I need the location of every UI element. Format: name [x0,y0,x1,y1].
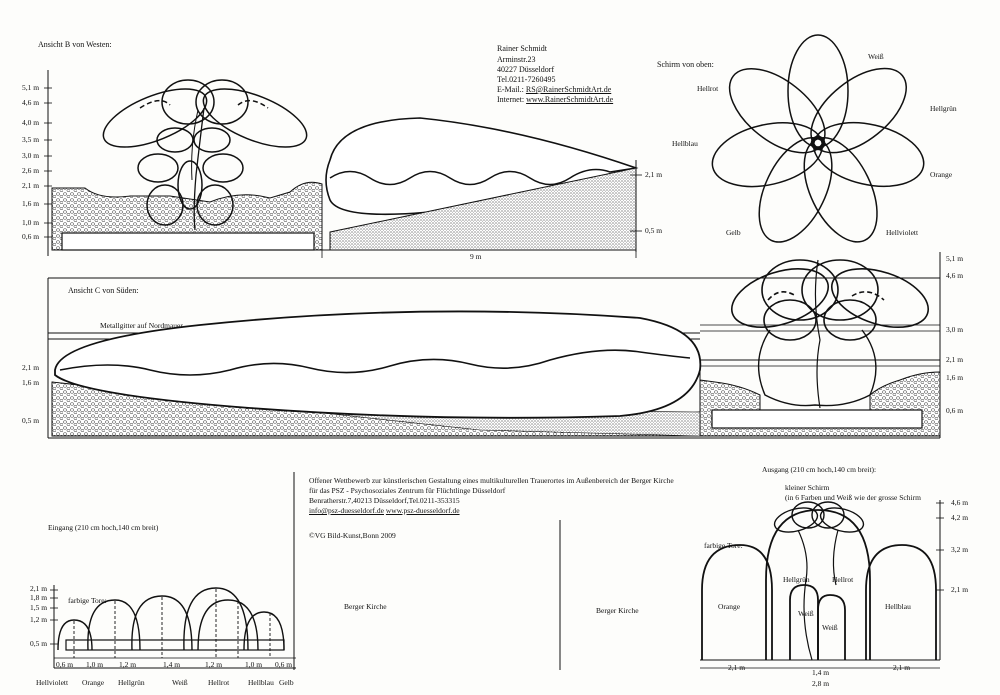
fence-label: Metallgitter auf Nordmauer [100,321,183,330]
west-right-height: 0,5 m [645,226,663,235]
entrance-height: 1,5 m [30,603,48,612]
view-west-title: Ansicht B von Westen: [38,40,112,49]
entrance-color: Hellgrün [118,678,145,687]
west-length-label: 9 m [470,252,482,261]
west-height-label: 4,6 m [22,98,40,107]
entrance-gates-label: farbige Tore: [68,596,107,605]
west-height-label: 5,1 m [22,83,40,92]
west-right-height: 2,1 m [645,170,663,179]
exit-title: Ausgang (210 cm hoch,140 cm breit): [762,465,877,474]
contact-email-label: E-Mail.: [497,85,524,94]
exit-height: 2,1 m [951,585,969,594]
contact-tel: Tel.0211-7260495 [497,75,556,84]
entrance-church-label: Berger Kirche [344,602,387,611]
competition-line: Offener Wettbewerb zur künstlerischen Gestaltung eines multikulturellen Trauerortes im Außenbereich der Berger Kirche [309,476,674,485]
color-label: Hellviolett [886,228,919,237]
color-label: Hellgrün [930,104,957,113]
color-label: Hellrot [697,84,719,93]
west-height-label: 1,0 m [22,218,40,227]
entrance-color: Hellviolett [36,678,69,687]
exit-color: Orange [718,602,741,611]
south-right-height: 2,1 m [946,355,964,364]
exit-color: Weiß [822,623,838,632]
top-view-umbrella [706,35,930,253]
west-height-label: 0,6 m [22,232,40,241]
entrance-width: 1,4 m [163,660,181,669]
exit-width: 2,8 m [812,679,830,688]
color-label: Orange [930,170,953,179]
top-view-title: Schirm von oben: [657,60,714,69]
competition-links [309,506,460,516]
exit-small-note: (in 6 Farben und Weiß wie der grosse Schirm [785,493,921,502]
west-height-label: 3,0 m [22,151,40,160]
contact-name: Rainer Schmidt [497,44,547,53]
entrance-width: 1,0 m [86,660,104,669]
contact-internet-link[interactable]: www.RainerSchmidtArt.de [526,95,614,104]
competition-web-link[interactable]: www.psz-duesseldorf.de [385,506,460,515]
exit-width: 2,1 m [728,663,746,672]
south-right-height: 4,6 m [946,271,964,280]
entrance-width: 0,6 m [56,660,74,669]
entrance-color: Hellblau [248,678,274,687]
exit-height: 4,6 m [951,498,969,507]
entrance-width: 1,2 m [119,660,137,669]
view-south [48,252,940,438]
exit-height: 3,2 m [951,545,969,554]
south-left-height: 0,5 m [22,416,40,425]
entrance-color: Gelb [279,678,294,687]
entrance-width: 1,0 m [245,660,263,669]
exit-color: Hellrot [832,575,854,584]
entrance-width: 0,6 m [275,660,293,669]
south-right-height: 5,1 m [946,254,964,263]
entrance-height: 0,5 m [30,639,48,648]
competition-line: für das PSZ - Psychosoziales Zentrum für Flüchtlinge Düsseldorf [309,486,506,495]
west-height-label: 2,6 m [22,166,40,175]
south-right-height: 1,6 m [946,373,964,382]
contact-email-row [497,85,611,95]
west-height-label: 1,6 m [22,199,40,208]
exit-color: Hellblau [885,602,911,611]
south-left-height: 1,6 m [22,378,40,387]
south-right-height: 0,6 m [946,406,964,415]
contact-internet-label: Internet: [497,95,525,104]
exit-width: 1,4 m [812,668,830,677]
exit-color: Weiß [798,609,814,618]
entrance-color: Hellrot [208,678,230,687]
exit-drawing [700,500,944,668]
contact-city: 40227 Düsseldorf [497,65,555,74]
south-right-height: 3,0 m [946,325,964,334]
entrance-width: 1,2 m [205,660,223,669]
contact-email-link[interactable]: RS@RainerSchmidtArt.de [525,85,612,94]
south-left-height: 2,1 m [22,363,40,372]
view-south-title: Ansicht C von Süden: [68,286,139,295]
contact-street: Arminstr.23 [497,55,536,64]
entrance-height: 2,1 m [30,584,48,593]
entrance-color: Weiß [172,678,188,687]
color-label: Gelb [726,228,741,237]
color-label: Hellblau [672,139,698,148]
entrance-color: Orange [82,678,105,687]
west-height-label: 3,5 m [22,135,40,144]
copyright: ©VG Bild-Kunst,Bonn 2009 [309,531,396,540]
entrance-height: 1,2 m [30,615,48,624]
exit-small-label: kleiner Schirm [785,483,830,492]
contact-internet-row [497,95,613,105]
competition-email-link[interactable]: info@psz-duesseldorf.de [309,506,385,515]
exit-color: Hellgrün [783,575,810,584]
exit-height: 4,2 m [951,513,969,522]
competition-line: Benratherstr.7,40213 Düsseldorf,Tel.0211-353315 [309,496,460,505]
west-height-label: 4,0 m [22,118,40,127]
exit-gates-label: farbige Tore: [704,541,743,550]
exit-width: 2,1 m [893,663,911,672]
entrance-height: 1,8 m [30,593,48,602]
color-label: Weiß [868,52,884,61]
entrance-title: Eingang (210 cm hoch,140 cm breit) [48,523,159,532]
exit-church-label: Berger Kirche [596,606,639,615]
west-height-label: 2,1 m [22,181,40,190]
